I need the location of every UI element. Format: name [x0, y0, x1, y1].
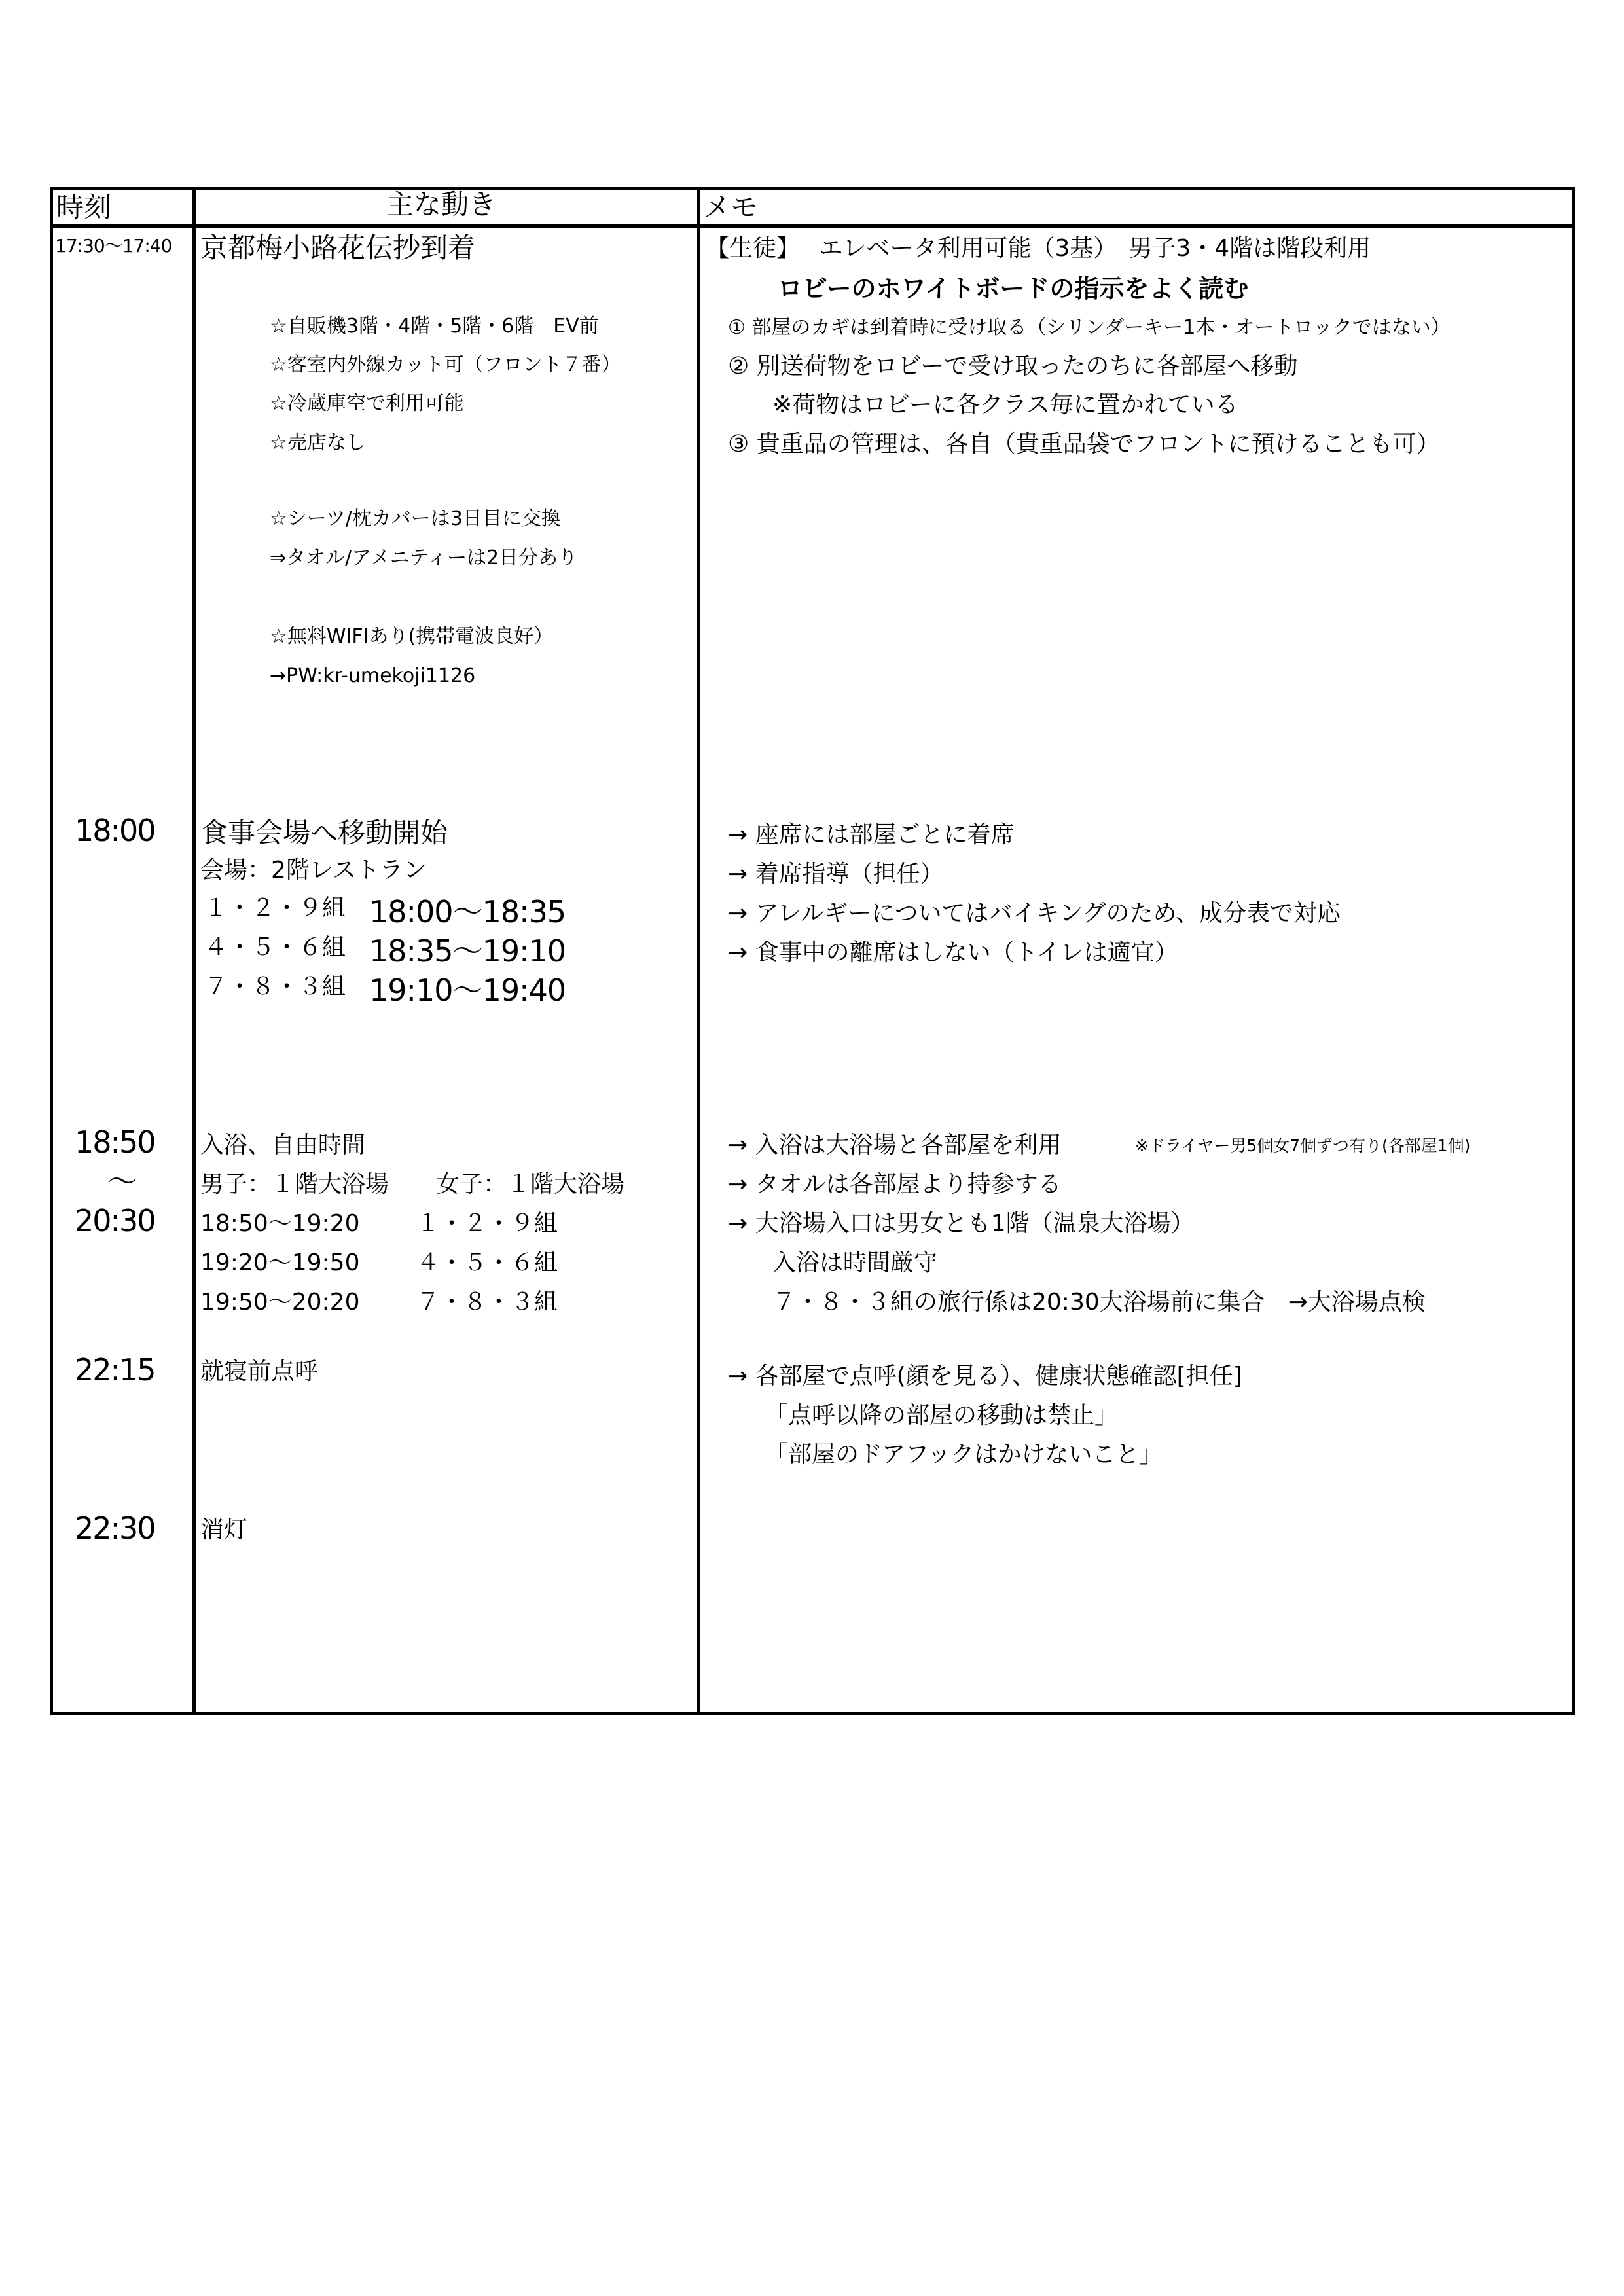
bath-slot-classes: ７・８・３組: [416, 1289, 558, 1316]
rollcall-memo: → 各部屋で点呼(顔を見る）、健康状態確認[担任]: [728, 1363, 1242, 1390]
wifi-password: →PW:kr-umekoji1126: [270, 664, 476, 687]
dinner-group-classes: ４・５・６組: [204, 934, 346, 961]
arrival-note: ☆自販機3階・4階・5階・6階 EV前: [270, 315, 599, 338]
bath-memo: 入浴は時間厳守: [772, 1249, 938, 1276]
bath-location: 男子：１階大浴場 女子：１階大浴場: [200, 1171, 625, 1198]
arrival-note: ☆売店なし: [270, 431, 366, 454]
arrival-note: ☆客室内外線カット可（フロント７番）: [270, 353, 621, 376]
dinner-memo: → 座席には部屋ごとに着席: [728, 821, 1015, 848]
dinner-group-classes: ７・８・３組: [204, 973, 346, 1000]
rollcall-memo: 「点呼以降の部屋の移動は禁止」: [765, 1402, 1119, 1429]
lights-out-time: 22:30: [75, 1511, 155, 1546]
header-divider: [50, 224, 1575, 228]
dinner-group-time: 19:10～19:40: [369, 973, 566, 1008]
dinner-memo: → 食事中の離席はしない（トイレは適宜）: [728, 939, 1178, 966]
column-divider-memo: [697, 187, 700, 1715]
arrival-memo: 【生徒】 エレベータ利用可能（3基） 男子3・4階は階段利用: [706, 235, 1371, 262]
dinner-group-time: 18:35～19:10: [369, 933, 566, 969]
arrival-note: ☆シーツ/枕カバーは3日目に交換: [270, 507, 561, 530]
rollcall-memo: 「部屋のドアフックはかけないこと」: [765, 1441, 1163, 1468]
dinner-venue: 会場：2階レストラン: [200, 857, 427, 884]
bath-slot-time: 18:50～19:20: [200, 1210, 360, 1237]
dinner-time: 18:00: [75, 813, 155, 848]
dinner-memo: → アレルギーについてはバイキングのため、成分表で対応: [728, 900, 1341, 927]
arrival-title: 京都梅小路花伝抄到着: [200, 232, 476, 264]
dinner-group-time: 18:00～18:35: [369, 894, 566, 929]
rollcall-title: 就寝前点呼: [200, 1358, 319, 1385]
bath-memo: → タオルは各部屋より持参する: [728, 1171, 1062, 1198]
bath-slot-classes: ４・５・６組: [416, 1249, 558, 1276]
arrival-note: ☆無料WIFIあり(携帯電波良好）: [270, 625, 554, 648]
bath-title: 入浴、自由時間: [200, 1132, 366, 1158]
dinner-group-classes: １・２・９組: [204, 895, 346, 922]
bath-time-separator: ～: [107, 1164, 136, 1199]
arrival-memo: ① 部屋のカギは到着時に受け取る（シリンダーキー1本・オートロックではない）: [728, 316, 1451, 339]
bath-memo-dryer-note: ※ドライヤー男5個女7個ずつ有り(各部屋1個): [1135, 1136, 1471, 1155]
bath-slot-time: 19:50～20:20: [200, 1289, 360, 1316]
arrival-memo: ③ 貴重品の管理は、各自（貴重品袋でフロントに預けることも可）: [728, 431, 1440, 457]
dinner-title: 食事会場へ移動開始: [200, 817, 448, 849]
header-time: 時刻: [56, 191, 112, 223]
header-memo: メモ: [703, 191, 759, 223]
lights-out-title: 消灯: [200, 1516, 248, 1543]
bath-time-end: 20:30: [75, 1203, 155, 1238]
arrival-note: ☆冷蔵庫空で利用可能: [270, 392, 464, 415]
bath-memo: ７・８・３組の旅行係は20:30大浴場前に集合 →大浴場点検: [772, 1289, 1426, 1316]
arrival-memo: ※荷物はロビーに各クラス毎に置かれている: [772, 391, 1238, 418]
header-main: 主な動き: [386, 188, 497, 221]
arrival-note: ⇒タオル/アメニティーは2日分あり: [270, 547, 578, 569]
dinner-memo: → 着席指導（担任）: [728, 861, 944, 888]
bath-memo: → 大浴場入口は男女とも1階（温泉大浴場）: [728, 1210, 1195, 1237]
bath-slot-classes: １・２・９組: [416, 1210, 558, 1237]
bath-time-start: 18:50: [75, 1124, 155, 1160]
arrival-memo: ② 別送荷物をロビーで受け取ったのちに各部屋へ移動: [728, 353, 1298, 380]
column-divider-time: [192, 187, 196, 1715]
bath-slot-time: 19:20～19:50: [200, 1249, 360, 1276]
bath-memo: → 入浴は大浴場と各部屋を利用: [728, 1132, 1062, 1158]
rollcall-time: 22:15: [75, 1352, 155, 1388]
arrival-time: 17:30～17:40: [55, 235, 172, 257]
arrival-memo-emphasis: ロビーのホワイトボードの指示をよく読む: [778, 274, 1249, 303]
